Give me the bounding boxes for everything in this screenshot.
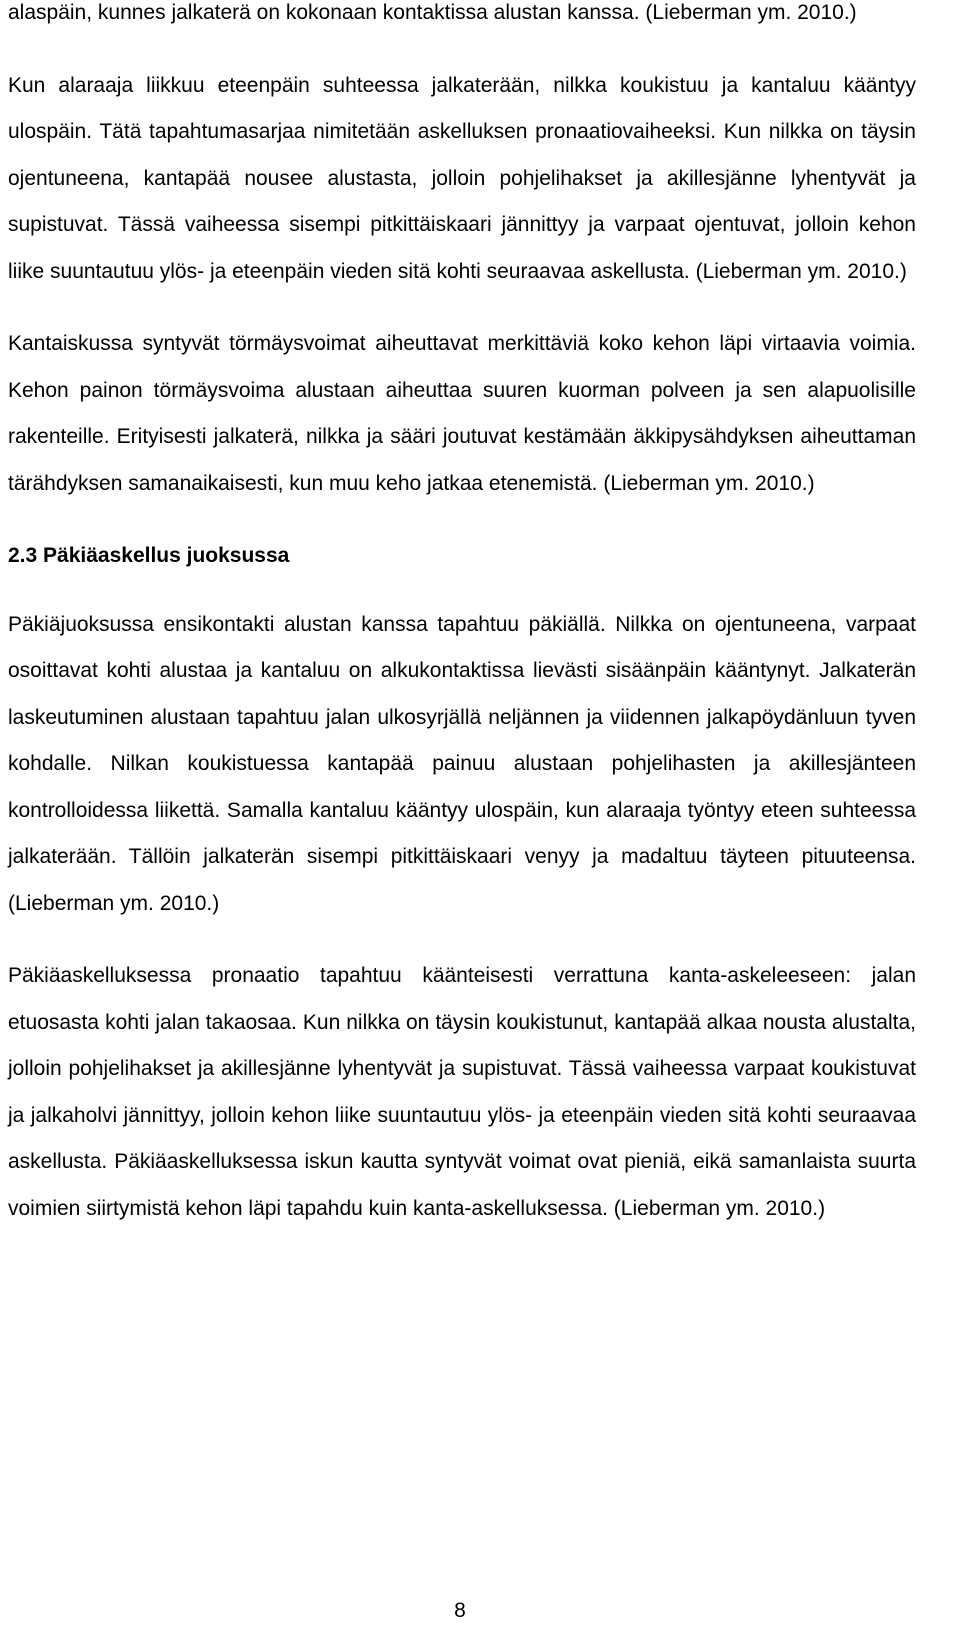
body-paragraph: Kantaiskussa syntyvät törmäysvoimat aiheuttavat merkittäviä koko kehon läpi virtaavia voimia. Kehon painon törmäysvoima alustaan aiheuttaa suuren kuorman polveen ja sen alapuolisille rakenteille. Erityisesti jalkaterä, nilkka ja sääri joutuvat kestämään äkkipysähdyksen aiheuttaman tärähdyksen samanaikaisesti, kun muu keho jatkaa etenemistä. (Lieberman ym. 2010.)	[8, 332, 916, 495]
page-number: 8	[454, 1599, 466, 1622]
document-body	[8, 0, 916, 1232]
body-paragraph: Päkiäaskelluksessa pronaatio tapahtuu käänteisesti verrattuna kanta-askeleeseen: jalan etuosasta kohti jalan takaosaa. Kun nilkka on täysin koukistunut, kantapää alkaa nousta alustalta, jolloin pohjelihakset ja akillesjänne lyhentyvät ja supistuvat. Tässä vaiheessa varpaat koukistuvat ja jalkaholvi jännittyy, jolloin kehon liike suuntautuu ylös- ja eteenpäin vieden sitä kohti seuraavaa askellusta. Päkiäaskelluksessa iskun kautta syntyvät voimat ovat pieniä, eikä samanlaista suurta voimien siirtymistä kehon läpi tapahdu kuin kanta-askelluksessa. (Lieberman ym. 2010.)	[8, 964, 916, 1220]
body-paragraph: Päkiäjuoksussa ensikontakti alustan kanssa tapahtuu päkiällä. Nilkka on ojentuneena, varpaat osoittavat kohti alustaa ja kantaluu on alkukontaktissa lievästi sisäänpäin kääntynyt. Jalkaterän laskeutuminen alustaan tapahtuu jalan ulkosyrjällä neljännen ja viidennen jalkapöydänluun tyven kohdalle. Nilkan koukistuessa kantapää painuu alustaan pohjelihasten ja akillesjänteen kontrolloidessa liikettä. Samalla kantaluu kääntyy ulospäin, kun alaraaja työntyy eteen suhteessa jalkaterään. Tällöin jalkaterän sisempi pitkittäiskaari venyy ja madaltuu täyteen pituuteensa. (Lieberman ym. 2010.)	[8, 612, 916, 915]
section-heading: 2.3 Päkiäaskellus juoksussa	[8, 544, 290, 567]
body-paragraph: alaspäin, kunnes jalkaterä on kokonaan kontaktissa alustan kanssa. (Lieberman ym. 2010.)	[8, 1, 857, 24]
body-paragraph: Kun alaraaja liikkuu eteenpäin suhteessa jalkaterään, nilkka koukistuu ja kantaluu kääntyy ulospäin. Tätä tapahtumasarjaa nimitetään askelluksen pronaatiovaiheeksi. Kun nilkka on täysin ojentuneena, kantapää nousee alustasta, jolloin pohjelihakset ja akillesjänne lyhentyvät ja supistuvat. Tässä vaiheessa sisempi pitkittäiskaari jännittyy ja varpaat ojentuvat, jolloin kehon liike suuntautuu ylös- ja eteenpäin vieden sitä kohti seuraavaa askellusta. (Lieberman ym. 2010.)	[8, 73, 916, 283]
